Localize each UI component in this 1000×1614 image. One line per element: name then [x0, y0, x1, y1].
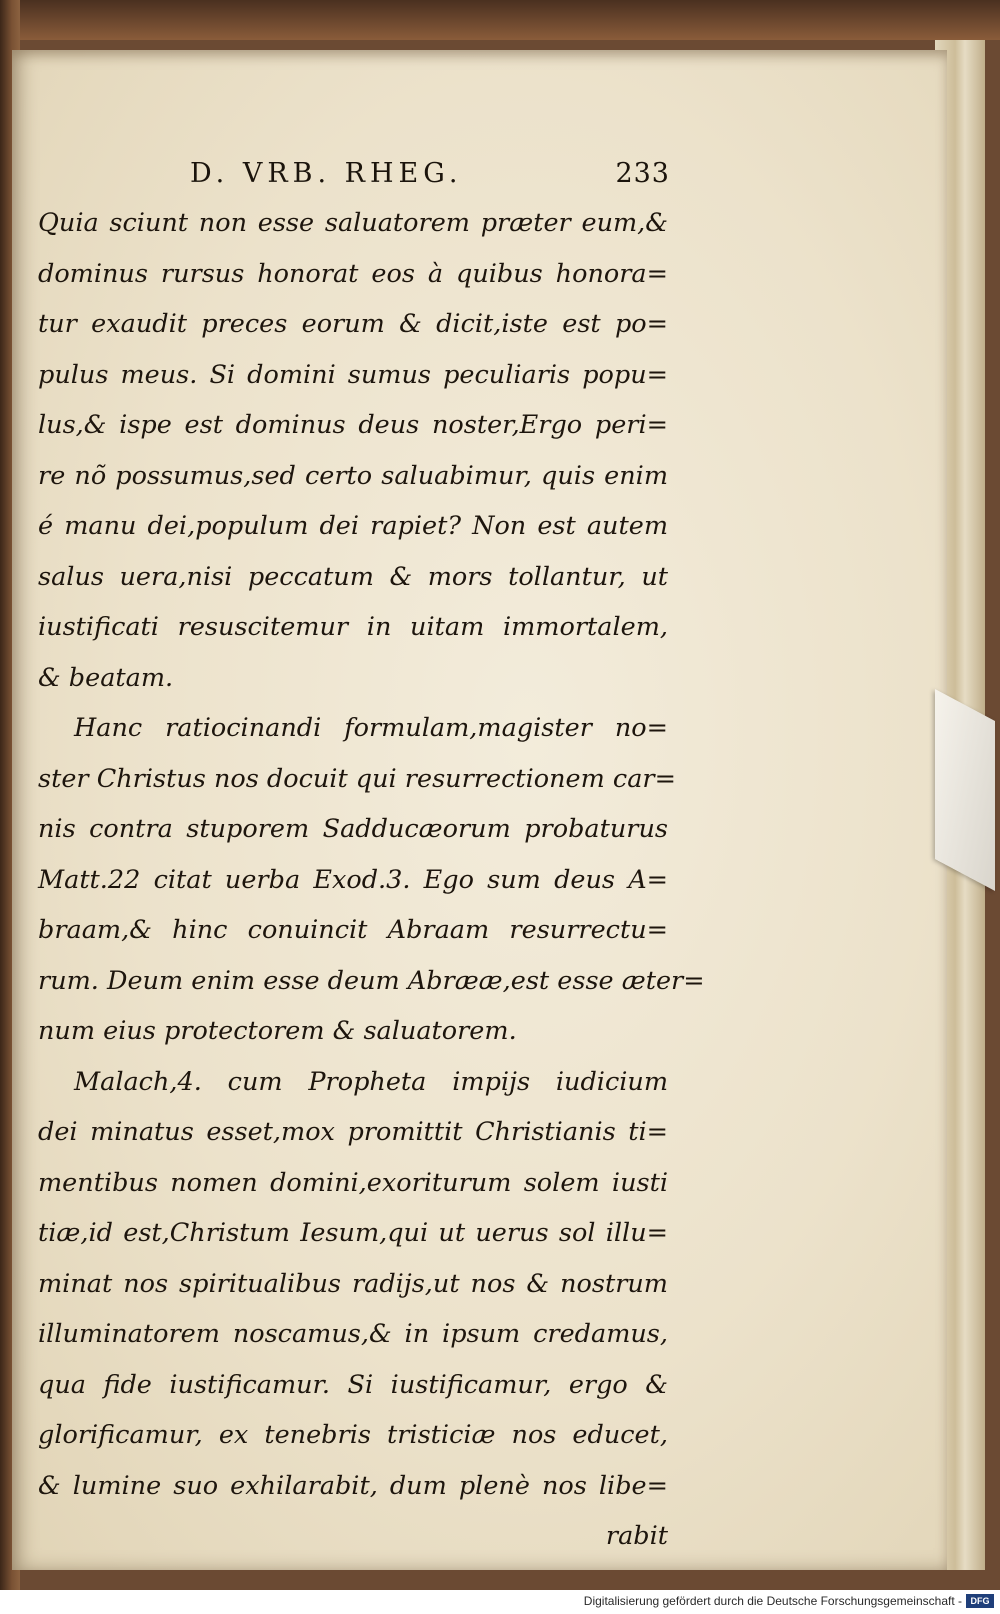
text-line: Quia sciunt non esse saluatorem præter eum,& [38, 208, 668, 238]
text-line: re nõ possumus,sed certo saluabimur, quis enim [38, 460, 668, 491]
text-line: dominus rursus honorat eos à quibus honora= [38, 258, 668, 289]
text-line: & lumine suo exhilarabit, dum plenè nos libe= [38, 1470, 668, 1501]
text-line: pulus meus. Si domini sumus peculiaris popu= [38, 359, 668, 390]
text-line: braam,& hinc conuincit Abraam resurrectu= [38, 915, 668, 945]
page-number: 233 [615, 158, 670, 189]
text-line: tiæ,id est,Christum Iesum,qui ut uerus sol illu= [38, 1218, 668, 1248]
text-line: Matt.22 citat uerba Exod.3. Ego sum deus A= [38, 864, 668, 895]
text-line: é manu dei,populum dei rapiet? Non est autem [38, 511, 668, 541]
dfg-logo: DFG [966, 1594, 994, 1608]
funding-credit: Digitalisierung gefördert durch die Deutsche Forschungsgemeinschaft - [583, 1594, 962, 1608]
paper-bookmark [935, 689, 995, 891]
text-line: dei minatus esset,mox promittit Christianis ti= [38, 1117, 668, 1147]
text-line: num eius protectorem & saluatorem. [38, 1016, 517, 1046]
text-line: rum. Deum enim esse deum Abrææ,est esse æter= [38, 965, 705, 996]
text-line: minat nos spiritualibus radijs,ut nos & nostrum [38, 1268, 668, 1299]
body-text [38, 198, 705, 1562]
text-line: tur exaudit preces eorum & dicit,iste est po= [38, 309, 668, 339]
text-line: salus uera,nisi peccatum & mors tollantur, ut [38, 561, 668, 592]
text-line: illuminatorem noscamus,& in ipsum credamus, [38, 1319, 668, 1349]
text-line: & beatam. [38, 662, 174, 693]
catchword: rabit [605, 1521, 668, 1551]
text-line: Malach,4. cum Propheta impijs iudicium [74, 1066, 668, 1097]
text-line: glorificamur, ex tenebris tristiciæ nos educet, [38, 1420, 668, 1450]
book-cover-top-edge [0, 0, 1000, 40]
text-line: qua fide iustificamur. Si iustificamur, ergo & [38, 1369, 668, 1400]
text-line: lus,& ispe est dominus deus noster,Ergo peri= [38, 410, 668, 440]
running-head [190, 158, 670, 198]
text-line: iustificati resuscitemur in uitam immortalem, [38, 612, 668, 642]
text-line: mentibus nomen domini,exoriturum solem iusti [38, 1167, 668, 1198]
text-line: Hanc ratiocinandi formulam,magister no= [74, 713, 668, 743]
digitization-footer [0, 1590, 1000, 1614]
running-title: D. VRB. RHEG. [190, 158, 463, 189]
text-line: ster Christus nos docuit qui resurrectionem car= [38, 763, 676, 794]
text-line: nis contra stuporem Sadducæorum probaturus [38, 814, 668, 844]
